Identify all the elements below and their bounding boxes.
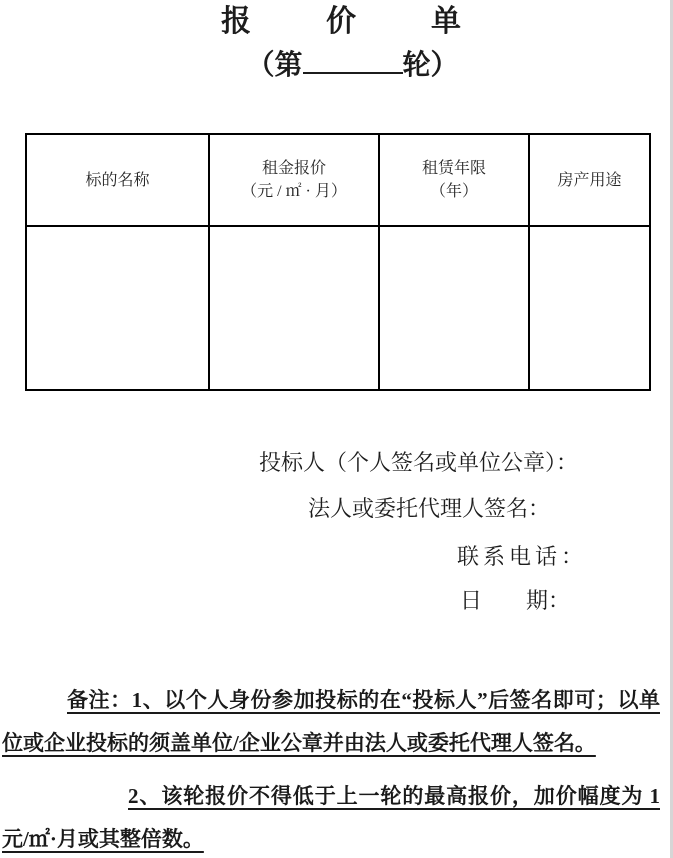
notes-paragraph-1: 备注：1、以个人身份参加投标的在“投标人”后签名即可；以单位或企业投标的须盖单位/企业公章并由法人或委托代理人签名。 bbox=[2, 688, 660, 755]
signature-line-date: 日 期： bbox=[460, 588, 571, 613]
table-cell bbox=[26, 226, 209, 390]
title-char: 价 bbox=[326, 5, 356, 38]
signature-line-bidder: 投标人（个人签名或单位公章）： bbox=[259, 450, 579, 475]
header-line: （元 / ㎡ · 月） bbox=[241, 183, 347, 200]
table-row bbox=[26, 226, 650, 390]
round-subtitle bbox=[32, 44, 673, 85]
notes-paragraph-2: 2、该轮报价不得低于上一轮的最高报价，加价幅度为 1 元/㎡·月或其整倍数。 bbox=[2, 784, 660, 851]
round-subtitle-suffix: 轮） bbox=[402, 50, 459, 81]
header-line: 租赁年限 bbox=[421, 160, 486, 177]
document-title bbox=[9, 3, 673, 41]
table-header-cell-subject bbox=[26, 134, 209, 226]
table-header-cell-lease-term bbox=[379, 134, 529, 226]
header-line: 标的名称 bbox=[85, 171, 150, 189]
title-char: 报 bbox=[221, 5, 251, 38]
bid-table bbox=[25, 133, 651, 391]
signature-line-phone: 联系电话： bbox=[457, 544, 588, 569]
table-header-row bbox=[26, 134, 650, 226]
round-blank-field bbox=[303, 44, 403, 74]
table-cell bbox=[209, 226, 379, 390]
header-line: 房产用途 bbox=[557, 171, 622, 189]
header-line: 租金报价 bbox=[261, 160, 326, 177]
table-header-cell-rent-price bbox=[209, 134, 379, 226]
table-header-cell-property-use bbox=[529, 134, 650, 226]
signature-line-agent: 法人或委托代理人签名： bbox=[308, 496, 551, 521]
notes-section bbox=[2, 679, 660, 858]
title-char: 单 bbox=[431, 5, 461, 38]
table-cell bbox=[529, 226, 650, 390]
header-line: （年） bbox=[429, 183, 478, 200]
round-subtitle-prefix: （第 bbox=[246, 50, 303, 81]
table-cell bbox=[379, 226, 529, 390]
